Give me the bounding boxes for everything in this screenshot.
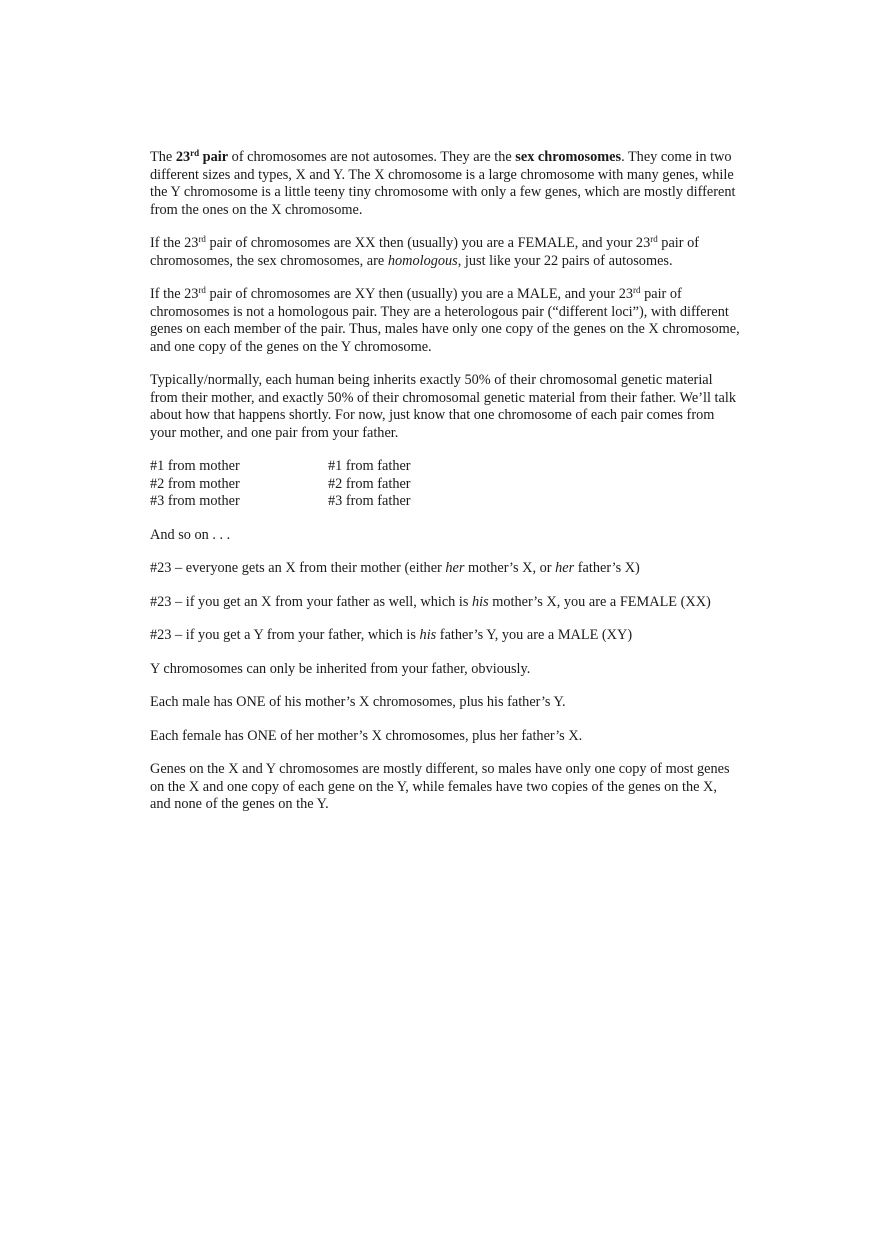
from-father-cell: #3 from father (328, 493, 411, 509)
italic-her: her (555, 560, 575, 576)
bold-sex-chromosomes: sex chromosomes (515, 149, 622, 165)
superscript: rd (198, 234, 206, 244)
italic-homologous: homologous (387, 252, 458, 269)
text-run: pair of chromosomes, the sex chromosomes, are (150, 235, 700, 269)
paragraph-23-mother-x (150, 560, 740, 578)
superscript: rd (190, 148, 200, 158)
paragraph-inheritance: Typically/normally, each human being inherits exactly 50% of their chromosomal genetic material from their mother, and exactly 50% of their chromosomal genetic material from their father. We’ll talk about how that happens shortly. For now, just know that one chromosome of each pair comes from your mother, and one pair from your father. (150, 372, 736, 441)
paragraph-male-composition: Each male has ONE of his mother’s X chromosomes, plus his father’s Y. (150, 694, 566, 710)
text-run: #23 – if you get a Y from your father, which is (150, 627, 420, 643)
text-run: #23 – if you get an X from your father as well, which is (150, 593, 473, 610)
text-run: father’s X) (574, 560, 640, 576)
italic-his: his (419, 627, 437, 643)
text-run: 23 (175, 149, 191, 165)
paragraph-23-male (150, 627, 740, 645)
superscript: rd (650, 234, 658, 244)
text-run: mother’s X, you are a FEMALE (XX) (488, 593, 711, 610)
pair-row (150, 476, 740, 494)
text-run: pair (199, 149, 229, 165)
paragraph-23-female (150, 594, 740, 612)
text-run: of chromosomes are not autosomes. They are the (228, 149, 516, 165)
paragraph-and-so-on: And so on . . . (150, 526, 231, 543)
text-run: , just like your 22 pairs of autosomes. (457, 252, 673, 269)
text-run: #23 – everyone gets an X from their mother (either (150, 560, 446, 576)
text-run: The (150, 149, 176, 165)
text-run: father’s Y, you are a MALE (XY) (436, 627, 633, 643)
text-run: If the 23 (150, 286, 199, 302)
from-mother-cell: #1 from mother (150, 458, 240, 474)
text-run: pair of chromosomes are XY then (usually) you are a MALE, and your 23 (205, 286, 634, 302)
paragraph-male-xy (150, 286, 740, 356)
bold-23rd-pair (176, 149, 228, 165)
from-mother-cell: #2 from mother (150, 475, 240, 492)
text-run: . They come in two different sizes and types, X and Y. The X chromosome is a large chromosome with many genes, while the Y chromosome is a little teeny tiny chromosome with only a few genes, which are mostly different from the ones on the X chromosome. (150, 149, 736, 218)
paragraph-female-composition: Each female has ONE of her mother’s X chromosomes, plus her father’s X. (150, 727, 583, 744)
paragraph-y-inheritance: Y chromosomes can only be inherited from your father, obviously. (150, 660, 531, 677)
text-run: mother’s X, or (464, 560, 556, 576)
superscript: rd (633, 285, 641, 295)
from-mother-cell: #3 from mother (150, 493, 240, 509)
text-run: pair of chromosomes is not a homologous pair. They are a heterologous pair (“different loci”), with different genes on each member of the pair. Thus, males have only one copy of the genes on the X chromosome, and one copy of the genes on the Y chromosome. (150, 286, 740, 355)
text-run: pair of chromosomes are XX then (usually) you are a FEMALE, and your 23 (205, 235, 651, 251)
superscript: rd (198, 285, 206, 295)
italic-her: her (445, 560, 465, 576)
text-run: If the 23 (150, 235, 199, 251)
pair-row (150, 493, 740, 511)
italic-his: his (472, 593, 489, 610)
chromosome-pair-list (150, 458, 740, 511)
from-father-cell: #2 from father (328, 475, 411, 492)
document-body (150, 149, 740, 830)
paragraph-gene-copies: Genes on the X and Y chromosomes are mostly different, so males have only one copy of most genes on the X and one copy of each gene on the Y, while females have two copies of the genes on the X, and none of the genes on the Y. (150, 761, 730, 812)
paragraph-female-xx (150, 235, 740, 270)
paragraph-sex-chromosomes (150, 149, 740, 219)
pair-row (150, 458, 740, 476)
from-father-cell: #1 from father (328, 458, 411, 474)
